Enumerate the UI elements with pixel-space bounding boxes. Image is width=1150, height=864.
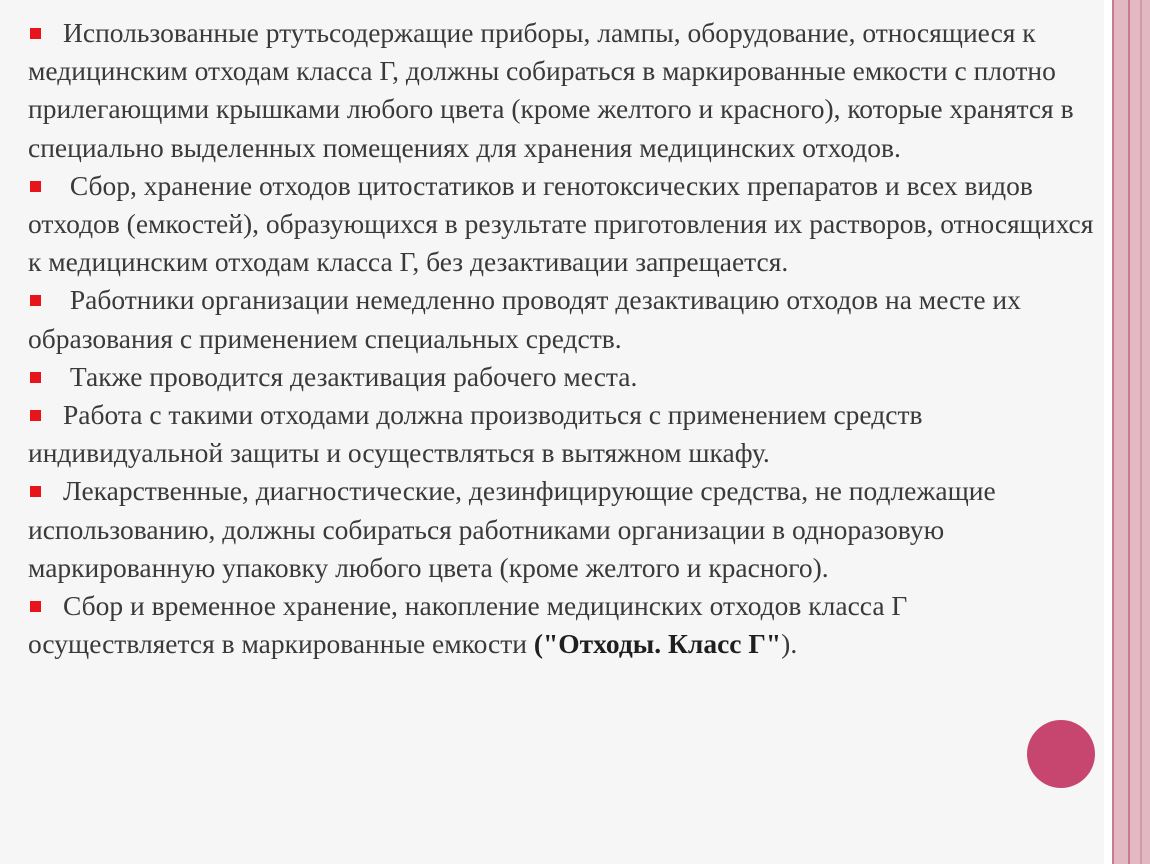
bullet-item-cytostatics (28, 167, 1098, 282)
bullet-item-protection (28, 396, 1098, 472)
bullet-text-end: ). (781, 628, 798, 660)
bullet-square-icon (30, 372, 41, 383)
bullet-text: Лекарственные, диагностические, дезинфицирующие средства, не подлежащие использованию, должны собираться работниками организации в одноразовую маркированную упаковку любого цвета (кроме желтого и красного). (28, 475, 996, 583)
bullet-square-icon (30, 410, 41, 421)
bullet-text: Сбор, хранение отходов цитостатиков и генотоксических препаратов и всех видов отходов (емкостей), образующихся в результате приготовления их растворов, относящихся к медицинским отходам класса Г, без дезактивации запрещается. (28, 169, 1094, 278)
bullet-text-bold: ("Отходы. Класс Г" (533, 628, 782, 660)
bullet-text: Работа с такими отходами должна производиться с применением средств индивидуальной защиты и осуществляться в вытяжном шкафу. (28, 399, 923, 469)
bullet-text: Также проводится дезактивация рабочего места. (63, 360, 638, 392)
bullet-square-icon (30, 486, 41, 497)
bullet-square-icon (30, 295, 41, 306)
bullet-item-mercury-devices (28, 14, 1098, 167)
right-border-band (1114, 0, 1128, 864)
bullet-item-storage (28, 587, 1098, 663)
bullet-square-icon (30, 601, 41, 612)
right-border-gap (1104, 0, 1112, 864)
bullet-square-icon (30, 181, 41, 192)
bullet-item-medicines (28, 472, 1098, 587)
slide-content (28, 14, 1098, 663)
bullet-square-icon (30, 28, 41, 39)
decorative-circle (1027, 720, 1095, 788)
right-border-line-3 (1140, 0, 1142, 864)
bullet-text: Использованные ртутьсодержащие приборы, лампы, оборудование, относящиеся к медицинским отходам класса Г, должны собираться в маркированные емкости с плотно прилегающими крышками любого цвета (кроме желтого и красного), которые хранятся в специально выделенных помещениях для хранения медицинских отходов. (28, 17, 1074, 163)
bullet-text: Работники организации немедленно проводят дезактивацию отходов на месте их образования с применением специальных средств. (28, 284, 1021, 354)
bullet-item-workplace (28, 358, 1098, 396)
bullet-item-deactivation (28, 281, 1098, 357)
bullet-text: Сбор и временное хранение, накопление медицинских отходов класса Г осуществляется в маркированные емкости (28, 590, 908, 660)
